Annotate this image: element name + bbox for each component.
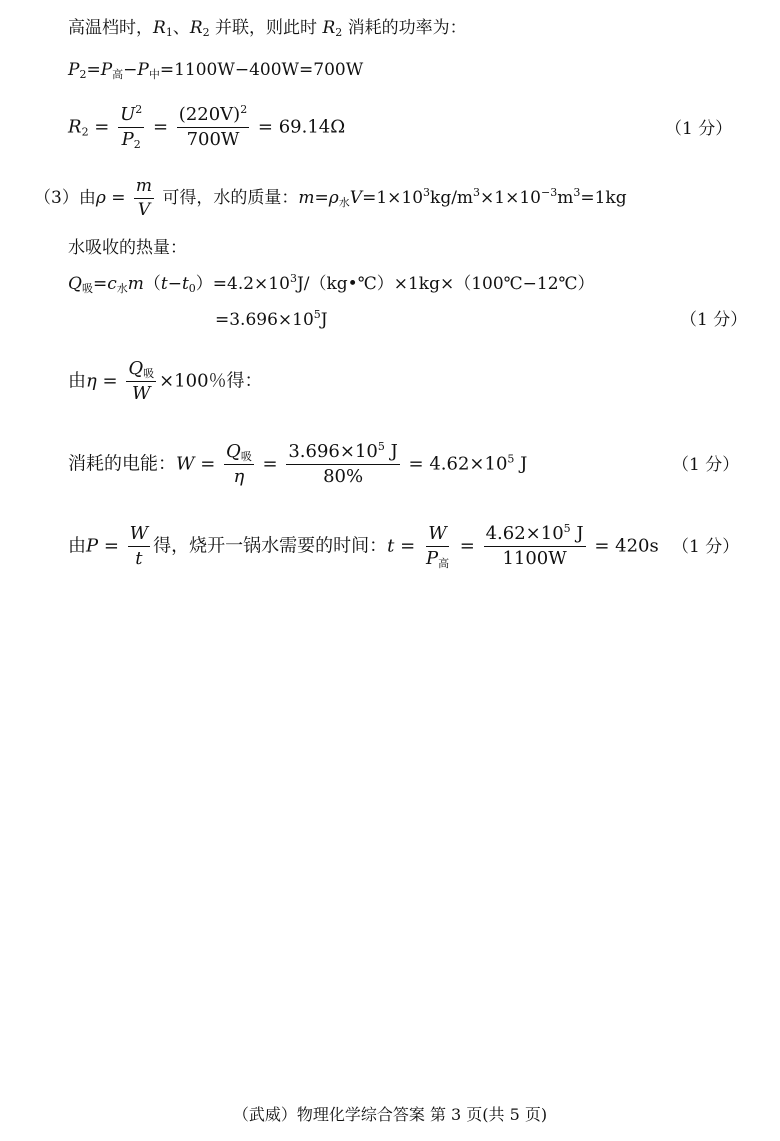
page-footer: （武威）物理化学综合答案 第 3 页(共 5 页) — [232, 1105, 548, 1124]
text-heat-absorbed: 水吸收的热量： — [68, 238, 187, 258]
score-mark: （1 分） — [672, 537, 740, 557]
text-line-parallel: 高温档时，$R_1$、$R_2$ 并联，则此时 $R_2$ 消耗的功率为： — [68, 18, 467, 39]
fraction-energy-1100w: $\frac{4.62\times 10^5 J}{1100W}$ — [485, 522, 584, 569]
score-mark: （1 分） — [680, 310, 748, 330]
score-mark: （1 分） — [665, 119, 733, 139]
formula-heat: $Q_吸=c_水m(t-t_0)=4.2\times 10^3J/(kg•℃)\times 1kg\times(100℃-12℃)$ — [68, 272, 595, 295]
fraction-w-phigh: $\frac{W}{P_高}$ — [425, 523, 450, 570]
formula-r2: $R_2$ = $\frac{U^2}{P_2}$ = $\frac{(220V)^2}{700W}$ = 69.14Ω — [68, 103, 346, 151]
score-mark: （1 分） — [672, 455, 740, 475]
formula-electric-energy: 消耗的电能：W = $\frac{Q_吸}{\eta}$ = $\frac{3.696\times 10^5 J}{80\%}$ = $4.62\times 10^5$ J — [68, 440, 528, 487]
fraction-heat-80: $\frac{3.696\times 10^5 J}{80\%}$ — [288, 440, 398, 487]
formula-efficiency: 由η = $\frac{Q_吸}{W}$ ×100％得： — [68, 358, 263, 404]
fraction-m-v: $\frac{m}{V}$ — [135, 176, 153, 220]
fraction-q-w: $\frac{Q_吸}{W}$ — [128, 358, 155, 404]
fraction-w-t: $\frac{W}{t}$ — [129, 523, 149, 569]
fraction-q-eta: $\frac{Q_吸}{\eta}$ — [226, 441, 252, 487]
formula-time: 由P = $\frac{W}{t}$ 得，烧开一锅水需要的时间：t = $\frac{W}{P_高}$ = $\frac{4.62\times 10^5 J}{1100W}$ = 420s — [68, 522, 659, 570]
formula-p2: $P_2=P_高-P_中=1100W-400W=700W$ — [68, 60, 364, 81]
fraction-220v-700w: $\frac{(220V)^2}{700W}$ — [178, 103, 248, 150]
formula-density: （3）由ρ = $\frac{m}{V}$ 可得，水的质量：$m=\rho_水V=1\times 10^3kg/m^3\times 1\times 10^{-3}m^3=1kg$ — [34, 176, 627, 220]
formula-heat-result: $=3.696\times 10^5J$ — [215, 308, 328, 330]
fraction-u2-p2: $\frac{U^2}{P_2}$ — [120, 103, 143, 151]
